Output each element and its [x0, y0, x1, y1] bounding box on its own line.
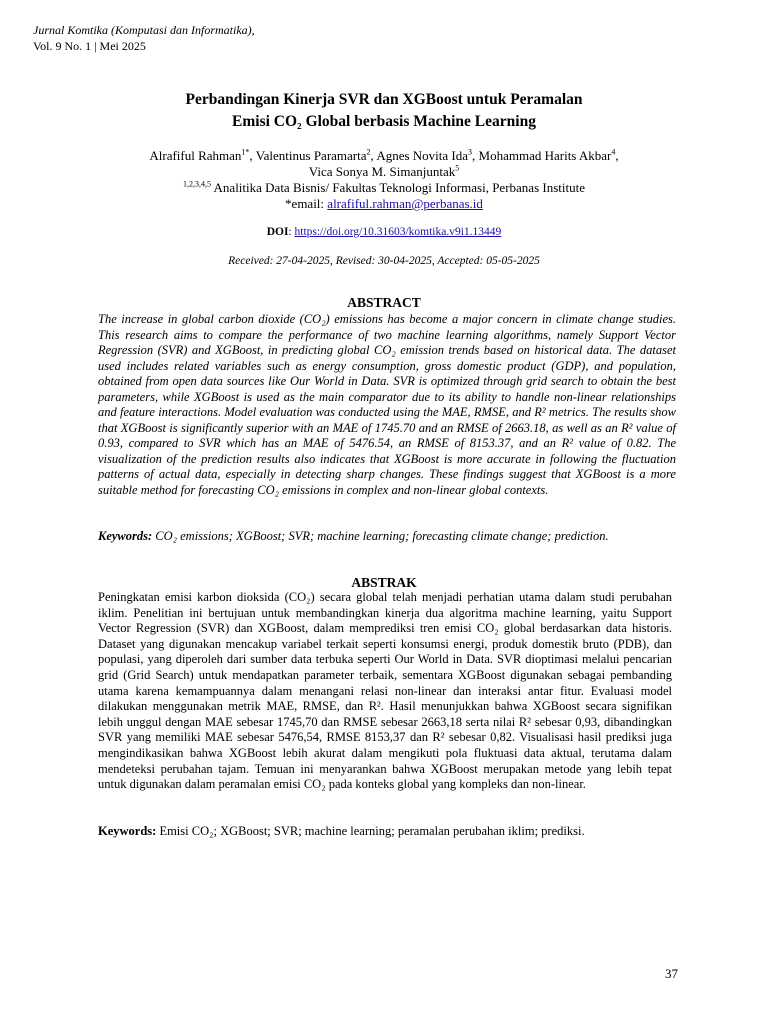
volume-issue: Vol. 9 No. 1 | Mei 2025: [33, 39, 146, 53]
submission-dates: Received: 27-04-2025, Revised: 30-04-2025, Accepted: 05-05-2025: [228, 255, 540, 267]
abstract-heading: ABSTRACT: [347, 295, 421, 310]
author-sup: 5: [455, 163, 460, 173]
keywords-text: CO₂ emissions; XGBoost; SVR; machine learning; forecasting climate change; prediction.: [152, 529, 609, 543]
page-number: 37: [665, 966, 678, 981]
doi-link[interactable]: https://doi.org/10.31603/komtika.v9i1.13449: [294, 226, 502, 238]
title-line-2: Emisi CO₂ Global berbasis Machine Learning: [232, 113, 536, 130]
keywords-text: Emisi CO₂; XGBoost; SVR; machine learning; peramalan perubahan iklim; prediksi.: [156, 824, 585, 838]
email-label: *email:: [285, 196, 328, 211]
journal-header: [33, 22, 255, 54]
author-sup: 3: [468, 147, 473, 157]
title-line-1: Perbandingan Kinerja SVR dan XGBoost untuk Peramalan: [185, 91, 583, 108]
email-link[interactable]: alrafiful.rahman@perbanas.id: [327, 196, 483, 211]
author-name: Agnes Novita Ida: [376, 148, 469, 163]
abstract-keywords: [98, 529, 676, 545]
author-name: Vica Sonya M. Simanjuntak: [308, 164, 456, 179]
author-list: Alrafiful Rahman$^{1*}$, Valentinus Paramarta$^2$, Agnes Novita Ida$^3$, Mohammad Harits Akbar$^4$, Vica Sonya M. Simanjuntak$^5$: [149, 147, 619, 179]
author-sup: 1*: [241, 147, 250, 157]
abstract-body: The increase in global carbon dioxide (CO₂) emissions has become a major concern in climate change studies. This research aims to compare the performance of two machine learning algorithms, namely Support Vector Regression (SVR) and XGBoost, in predicting global CO₂ emission trends based on historical data. The dataset used includes related variables such as energy consumption, gross domestic product (GDP), and population, obtained from open data sources like Our World in Data. SVR is optimized through grid search to obtain the best parameters, while XGBoost is used as the main comparator due to its ability to handle non-linear relationships and feature interactions. Model evaluation was conducted using the MAE, RMSE, and R² metrics. The results show that XGBoost is significantly superior with an MAE of 1745.70 and an RMSE of 2663.18, as well as an R² value of 0.93, compared to SVR which has an MAE of 5476.54, an RMSE of 8153.37, and an R² value of 0.82. The visualization of the prediction results also indicates that XGBoost is more accurate in following the fluctuation patterns of actual data, especially in detecting sharp changes. These findings suggest that XGBoost is a more suitable method for forecasting CO₂ emissions in complex and non-linear global contexts.: [98, 312, 676, 497]
keywords-label: Keywords:: [98, 529, 153, 543]
author-name: Valentinus Paramarta: [255, 148, 367, 163]
affiliation-text: Analitika Data Bisnis/ Fakultas Teknologi Informasi, Perbanas Institute: [213, 180, 585, 195]
keywords-label: Keywords:: [98, 824, 157, 838]
author-name: Alrafiful Rahman: [149, 148, 242, 163]
author-name: Mohammad Harits Akbar: [478, 148, 612, 163]
abstrak-heading: ABSTRAK: [351, 575, 417, 590]
author-sup: 2: [366, 147, 371, 157]
abstrak-body: Peningkatan emisi karbon dioksida (CO₂) secara global telah menjadi perhatian utama dalam studi perubahan iklim. Penelitian ini bertujuan untuk membandingkan kinerja dua algoritma machine learning, yaitu Support Vector Regression (SVR) dan XGBoost, dalam memprediksi tren emisi CO₂ global berdasarkan data historis. Dataset yang digunakan mencakup variabel terkait seperti konsumsi energi, produk domestik bruto (PDB), dan populasi, yang diperoleh dari sumber data terbuka seperti Our World in Data. SVR dioptimasi melalui pencarian grid (Grid Search) untuk mendapatkan parameter terbaik, sementara XGBoost digunakan sebagai pembanding utama karena kemampuannya dalam menangani relasi non-linear dan interaksi antar fitur. Evaluasi model dilakukan menggunakan metrik MAE, RMSE, dan R². Hasil menunjukkan bahwa XGBoost secara signifikan lebih unggul dengan MAE sebesar 1745,70 dan RMSE sebesar 2663,18 serta nilai R² sebesar 0,93, dibandingkan SVR yang memiliki MAE sebesar 5476,54, RMSE 8153,37 dan R² sebesar 0,82. Visualisasi hasil prediksi juga mengindikasikan bahwa XGBoost lebih akurat dalam mengikuti pola fluktuasi data aktual, terutama dalam mendeteksi perubahan tajam. Temuan ini menyarankan bahwa XGBoost merupakan metode yang lebih tepat untuk digunakan dalam peramalan emisi CO₂ pada konteks global yang kompleks dan non-linear.: [98, 590, 672, 792]
affiliation: [0, 180, 768, 196]
abstrak-keywords: [98, 824, 672, 840]
affiliation-sup: 1,2,3,4,5: [182, 179, 211, 189]
paper-title: [0, 89, 768, 133]
email-line: [0, 196, 768, 212]
author-sup: 4: [611, 147, 616, 157]
doi-label: DOI: [266, 226, 289, 238]
journal-name: Jurnal Komtika (Komputasi dan Informatika),: [33, 23, 255, 37]
doi-line: DOI: https://doi.org/10.31603/komtika.v9i1.13449: [266, 226, 502, 238]
